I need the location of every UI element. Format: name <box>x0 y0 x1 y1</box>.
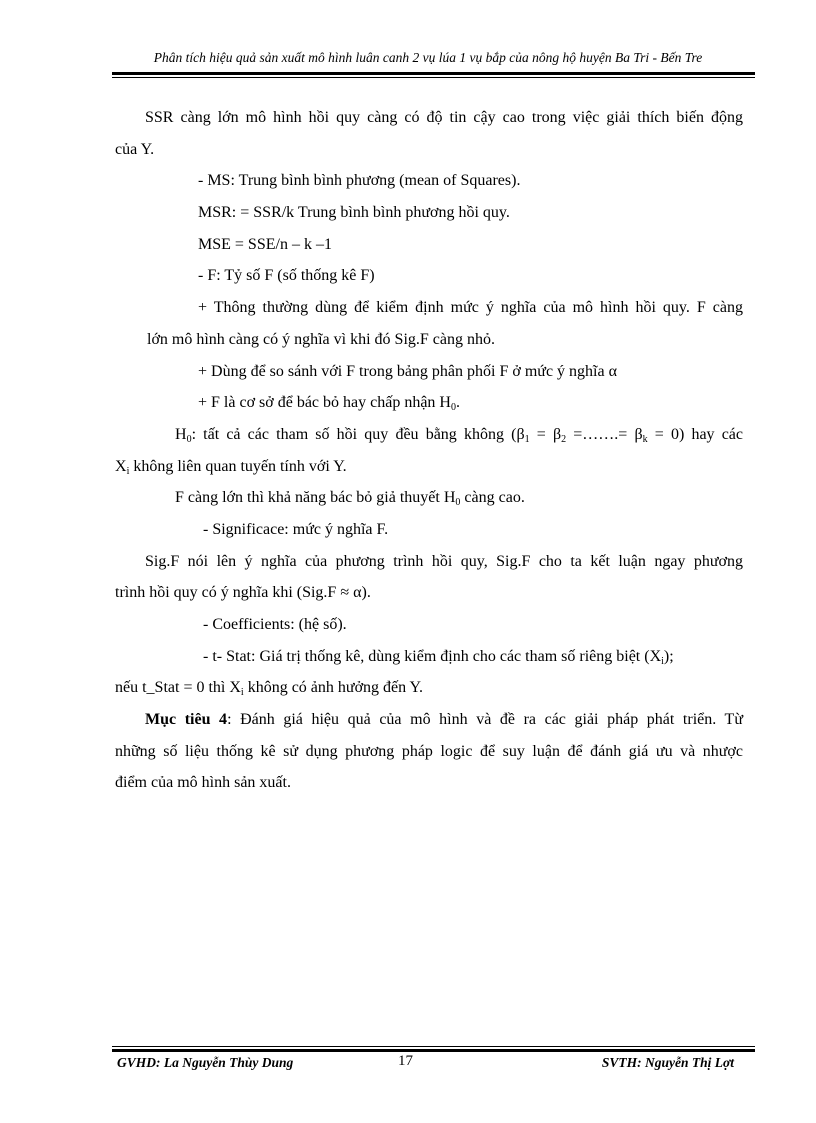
running-header: Phân tích hiệu quả sản xuất mô hình luân canh 2 vụ lúa 1 vụ bắp của nông hộ huyện Ba Tri - Bến Tre <box>153 50 703 65</box>
mse-formula: MSE = SSE/n – k –1 <box>198 235 332 253</box>
goal-4-line-2: những số liệu thống kê sử dụng phương pháp logic để suy luận để đánh giá ưu và nhược <box>115 742 743 760</box>
t-stat-line-1 <box>115 641 743 673</box>
goal-4-label: Mục tiêu 4 <box>145 711 228 729</box>
f-usage-line-1: + Thông thường dùng để kiểm định mức ý nghĩa của mô hình hồi quy. F càng <box>198 299 743 317</box>
h0-text: H <box>175 425 187 443</box>
subscript-k: k <box>642 433 648 445</box>
f-comparison: + Dùng để so sánh với F trong bảng phân phối F ở mức ý nghĩa α <box>198 362 617 380</box>
subscript-0: 0 <box>186 433 192 445</box>
goal-4-line-1 <box>115 704 743 736</box>
subscript-0: 0 <box>455 497 461 509</box>
header-rule-thin <box>112 77 755 78</box>
t-stat-end: không có ảnh hưởng đến Y. <box>243 679 424 697</box>
subscript-i: i <box>240 687 244 699</box>
subscript-0: 0 <box>450 402 456 414</box>
subscript-2: 2 <box>561 433 567 445</box>
t-stat-text: nếu t_Stat = 0 thì X <box>115 679 241 697</box>
msr-formula: MSR: = SSR/k Trung bình bình phương hồi quy. <box>198 204 510 222</box>
t-stat-line-2 <box>115 672 743 704</box>
h0-text: : tất cả các tham số hồi quy đều bằng không (β <box>191 425 525 443</box>
f-rejection-text: F càng lớn thì khả năng bác bỏ giả thuyết H <box>175 489 456 507</box>
t-stat-end: ); <box>663 647 674 665</box>
coefficients-definition: - Coefficients: (hệ số). <box>203 616 347 633</box>
f-definition: - F: Tỷ số F (số thống kê F) <box>198 267 375 285</box>
goal-4-line-3: điểm của mô hình sản xuất. <box>115 774 291 792</box>
f-basis <box>115 387 743 419</box>
xi-text: không liên quan tuyến tính với Y. <box>129 457 347 475</box>
h0-hypothesis-line-2 <box>115 451 743 483</box>
subscript-1: 1 <box>524 433 530 445</box>
h0-text: =…….= β <box>566 425 643 443</box>
paragraph-ssr-line-1: SSR càng lớn mô hình hồi quy càng có độ tin cậy cao trong việc giải thích biến động <box>145 109 743 126</box>
document-body <box>115 102 743 799</box>
sig-f-line-2: trình hồi quy có ý nghĩa khi (Sig.F ≈ α). <box>115 584 371 602</box>
subscript-i: i <box>661 655 664 667</box>
xi-text: X <box>115 457 127 475</box>
f-basis-text: + F là cơ sở để bác bỏ hay chấp nhận H <box>198 394 451 412</box>
footer-student: SVTH: Nguyễn Thị Lợt <box>601 1055 734 1070</box>
f-rejection-end: càng cao. <box>460 489 525 507</box>
f-rejection <box>115 482 743 514</box>
h0-text: = β <box>529 425 562 443</box>
h0-text: = 0) hay các <box>647 425 744 443</box>
f-usage-line-2: lớn mô hình càng có ý nghĩa vì khi đó Sig.F càng nhỏ. <box>147 330 495 348</box>
h0-hypothesis-line-1 <box>115 419 743 451</box>
t-stat-text: - t- Stat: Giá trị thống kê, dùng kiểm định cho các tham số riêng biệt (X <box>203 647 662 665</box>
page-number: 17 <box>398 1053 413 1069</box>
footer-rule-thick <box>112 1049 755 1052</box>
sig-f-line-1: Sig.F nói lên ý nghĩa của phương trình hồi quy, Sig.F cho ta kết luận ngay phương <box>145 552 743 570</box>
significance-definition: - Significace: mức ý nghĩa F. <box>203 520 389 538</box>
footer-advisor: GVHD: La Nguyễn Thùy Dung <box>117 1055 294 1070</box>
f-basis-end: . <box>455 394 460 412</box>
goal-4-text: : Đánh giá hiệu quả của mô hình và đề ra các giải pháp phát triển. Từ <box>227 711 743 729</box>
header-rule-thick <box>112 72 755 75</box>
subscript-i: i <box>126 465 130 477</box>
ms-definition: - MS: Trung bình bình phương (mean of Squares). <box>198 172 521 190</box>
paragraph-ssr-line-2: của Y. <box>115 140 155 158</box>
footer-rule-thin <box>112 1046 755 1047</box>
